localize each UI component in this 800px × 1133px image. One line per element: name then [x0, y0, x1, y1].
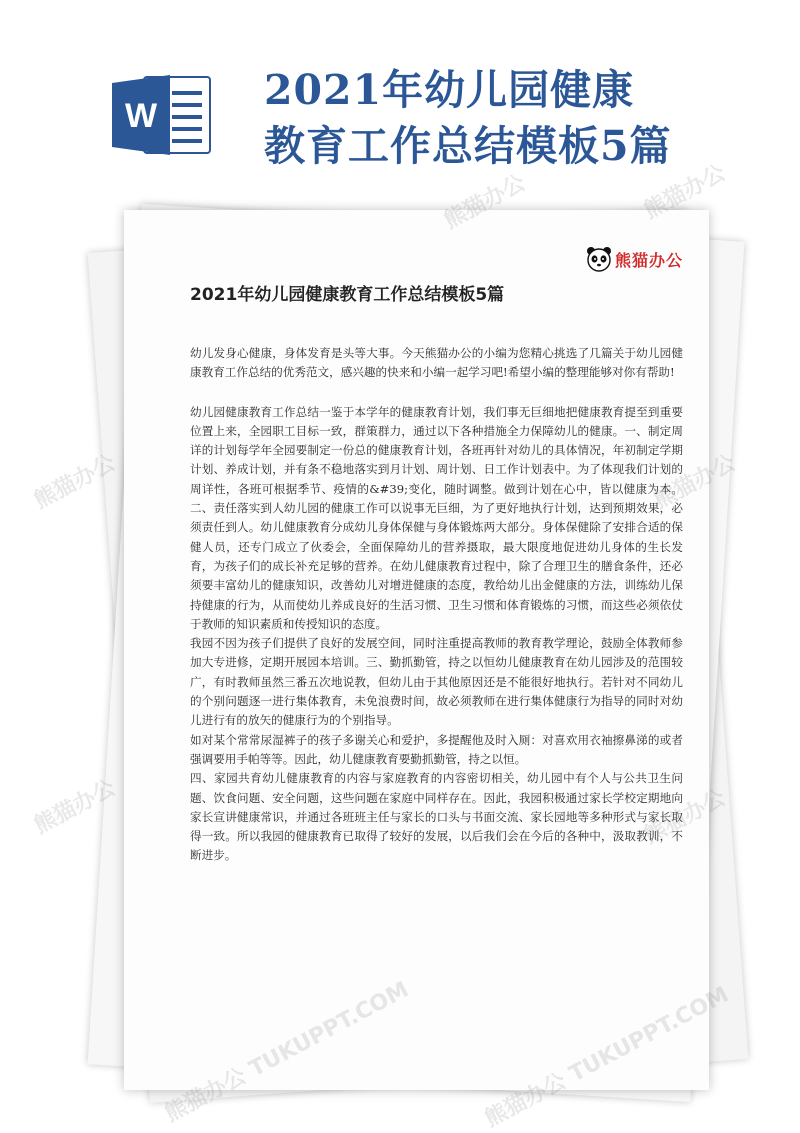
body-paragraph-3: 如对某个常常尿湿裤子的孩子多谢关心和爱护，多提醒他及时入厕：对喜欢用衣袖擦鼻涕的或者强调要用手帕等等。因此，幼儿健康教育要勤抓勤管，持之以恒。	[190, 732, 683, 766]
watermark: 熊猫办公	[640, 160, 730, 224]
title-line-1: 2021年幼儿园健康	[264, 66, 635, 114]
document-page	[124, 210, 709, 1090]
title-line-2: 教育工作总结模板5篇	[264, 122, 672, 170]
brand-name: 熊猫办公	[614, 250, 683, 270]
watermark: 熊猫办公	[30, 775, 120, 839]
body-paragraph-1: 幼儿园健康教育工作总结一鉴于本学年的健康教育计划，我们事无巨细地把健康教育提至到重要位置上来，全园职工目标一致，群策群力，通过以下各种措施全力保障幼儿的健康。一、制定周详的计划每学年全园要制定一份总的健康教育计划，各班再针对幼儿的具体情况，年初制定学期计划、养成计划，并有条不稳地落实到月计划、周计划、日工作计划表中。为了体现我们计划的周详性，各班可根据季节、疫情的&#39;变化，随时调整。做到计划在心中，皆以健康为本。二、责任落实到人幼儿园的健康工作可以说事无巨细，为了更好地执行计划，达到预期效果，必须责任到人。幼儿健康教育分成幼儿身体保健与身体锻炼两大部分。身体保健除了安排合适的保健人员，还专门成立了伙委会，全面保障幼儿的营养摄取，最大限度地促进幼儿身体的生长发育，为孩子们的成长补充足够的营养。在幼儿健康教育过程中，除了合理卫生的膳食条件，还必须要丰富幼儿的健康知识，改善幼儿对增进健康的态度，教给幼儿出金健康的方法，训练幼儿保持健康的行为，从而使幼儿养成良好的生活习惯、卫生习惯和体育锻炼的习惯，而这些必须依仗于教师的知识素质和传授知识的态度。	[190, 404, 683, 631]
svg-text:W: W	[124, 97, 158, 135]
brand-logo	[586, 246, 683, 272]
document-title: 2021年幼儿园健康教育工作总结模板5篇	[190, 285, 505, 305]
watermark: 熊猫办公	[30, 450, 120, 514]
panda-icon	[586, 246, 612, 272]
page-title	[264, 62, 784, 174]
watermark: 熊猫办公	[480, 1068, 571, 1133]
word-document-icon	[110, 73, 214, 157]
intro-paragraph: 幼儿发身心健康，身体发育是头等大事。今天熊猫办公的小编为您精心挑选了几篇关于幼儿园健康教育工作总结的优秀范文，感兴趣的快来和小编一起学习吧!希望小编的整理能够对你有帮助!	[190, 346, 683, 380]
body-paragraph-2: 我园不因为孩子们提供了良好的发展空间，同时注重提高教师的教育教学理论，鼓励全体教师参加大专进修，定期开展园本培训。三、勤抓勤管，持之以恒幼儿健康教育在幼儿园涉及的范围较广，有时教师虽然三番五次地说教，但幼儿由于其他原因还是不能很好地执行。若针对不同幼儿的个别问题逐一进行集体教育，未免浪费时间，故必须教师在进行集体健康行为指导的同时对幼儿进行有的放矢的健康行为的个别指导。	[190, 636, 683, 728]
watermark: 熊猫办公	[440, 170, 530, 234]
document-body	[190, 344, 683, 866]
body-paragraph-4: 四、家园共育幼儿健康教育的内容与家庭教育的内容密切相关，幼儿园中有个人与公共卫生问题、饮食问题、安全问题，这些问题在家庭中同样存在。因此，我园积极通过家长学校定期地向家长宣讲健康常识，并通过各班班主任与家长的口头与书面交流、家长园地等多种形式与家长取得一致。所以我园的健康教育已取得了较好的发展，以后我们会在今后的各种中，汲取教训，不断进步。	[190, 771, 683, 863]
